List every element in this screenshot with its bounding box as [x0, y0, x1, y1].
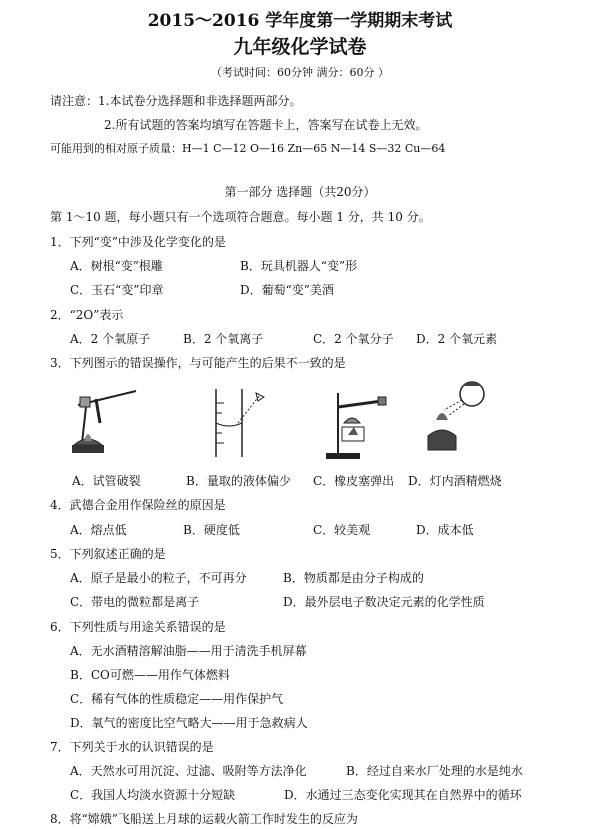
option: B．玩具机器人“变”形: [240, 259, 358, 273]
option: B．物质都是由分子构成的: [283, 571, 424, 585]
option: B．经过自来水厂处理的水是纯水: [346, 764, 523, 778]
option: C．稀有气体的性质稳定——用作保护气: [70, 692, 284, 706]
option: A．原子是最小的粒子，不可再分: [70, 571, 247, 585]
test-tube-heating-figure: [66, 383, 146, 463]
paper-subtitle: 九年级化学试卷: [233, 36, 367, 58]
exam-info: （考试时间：60分钟 满分：60分 ）: [211, 66, 389, 79]
option: C．橡皮塞弹出: [313, 474, 395, 488]
option: A．2 个氧原子: [70, 332, 151, 346]
question-stem: 7．下列关于水的认识错误的是: [50, 740, 214, 754]
question-stem: 3．下列图示的错误操作，与可能产生的后果不一致的是: [50, 356, 346, 370]
option: D．葡萄“变”美酒: [240, 283, 334, 297]
option: A．试管破裂: [72, 474, 141, 488]
question-stem: 2．“2O”表示: [50, 308, 124, 322]
question-stem: 8．将“嫦娥”飞船送上月球的运载火箭工作时发生的反应为: [50, 812, 358, 826]
note-line-2: 2.所有试题的答案均填写在答题卡上，答案写在试卷上无效。: [104, 118, 428, 132]
option: D．水通过三态变化实现其在自然界中的循环: [284, 788, 522, 802]
option: A．无水酒精溶解油脂——用于清洗手机屏幕: [70, 644, 307, 658]
stopper-heating-figure: [318, 383, 398, 463]
option: B．量取的液体偏少: [186, 474, 291, 488]
measuring-cylinder-figure: [202, 383, 272, 463]
option: C．玉石“变”印章: [70, 283, 164, 297]
option: D．灯内酒精燃烧: [408, 474, 502, 488]
question-stem: 1．下列“变”中涉及化学变化的是: [50, 235, 226, 249]
section-heading: 第一部分 选择题（共20分）: [224, 185, 376, 199]
option: A．天然水可用沉淀、过滤、吸附等方法净化: [70, 764, 307, 778]
option: D．成本低: [416, 523, 474, 537]
option: C．较美观: [313, 523, 371, 537]
option: B．2 个氧离子: [183, 332, 264, 346]
option: C．2 个氧分子: [313, 332, 394, 346]
option: D．最外层电子数决定元素的化学性质: [283, 595, 485, 609]
option: D．氧气的密度比空气略大——用于急救病人: [70, 716, 308, 730]
question-stem: 6．下列性质与用途关系错误的是: [50, 620, 226, 634]
option: A．树根“变”根雕: [70, 259, 163, 273]
question-stem: 4．武德合金用作保险丝的原因是: [50, 498, 226, 512]
option: C．带电的微粒都是离子: [70, 595, 200, 609]
option: B．硬度低: [183, 523, 240, 537]
option: A．熔点低: [70, 523, 127, 537]
option: D．2 个氧元素: [416, 332, 498, 346]
section-instruction: 第 1～10 题，每小题只有一个选项符合题意。每小题 1 分，共 10 分。: [50, 210, 431, 224]
option: B．CO可燃——用作气体燃料: [70, 668, 230, 682]
alcohol-lamp-figure: [420, 376, 500, 466]
atomic-masses: 可能用到的相对原子质量：H—1 C—12 O—16 Zn—65 N—14 S—32 Cu—64: [50, 142, 446, 155]
question-stem: 5．下列叙述正确的是: [50, 547, 166, 561]
note-line-1: 请注意：1.本试卷分选择题和非选择题两部分。: [50, 94, 302, 108]
exam-title: 2015～2016 学年度第一学期期末考试: [147, 11, 453, 31]
option: C．我国人均淡水资源十分短缺: [70, 788, 236, 802]
